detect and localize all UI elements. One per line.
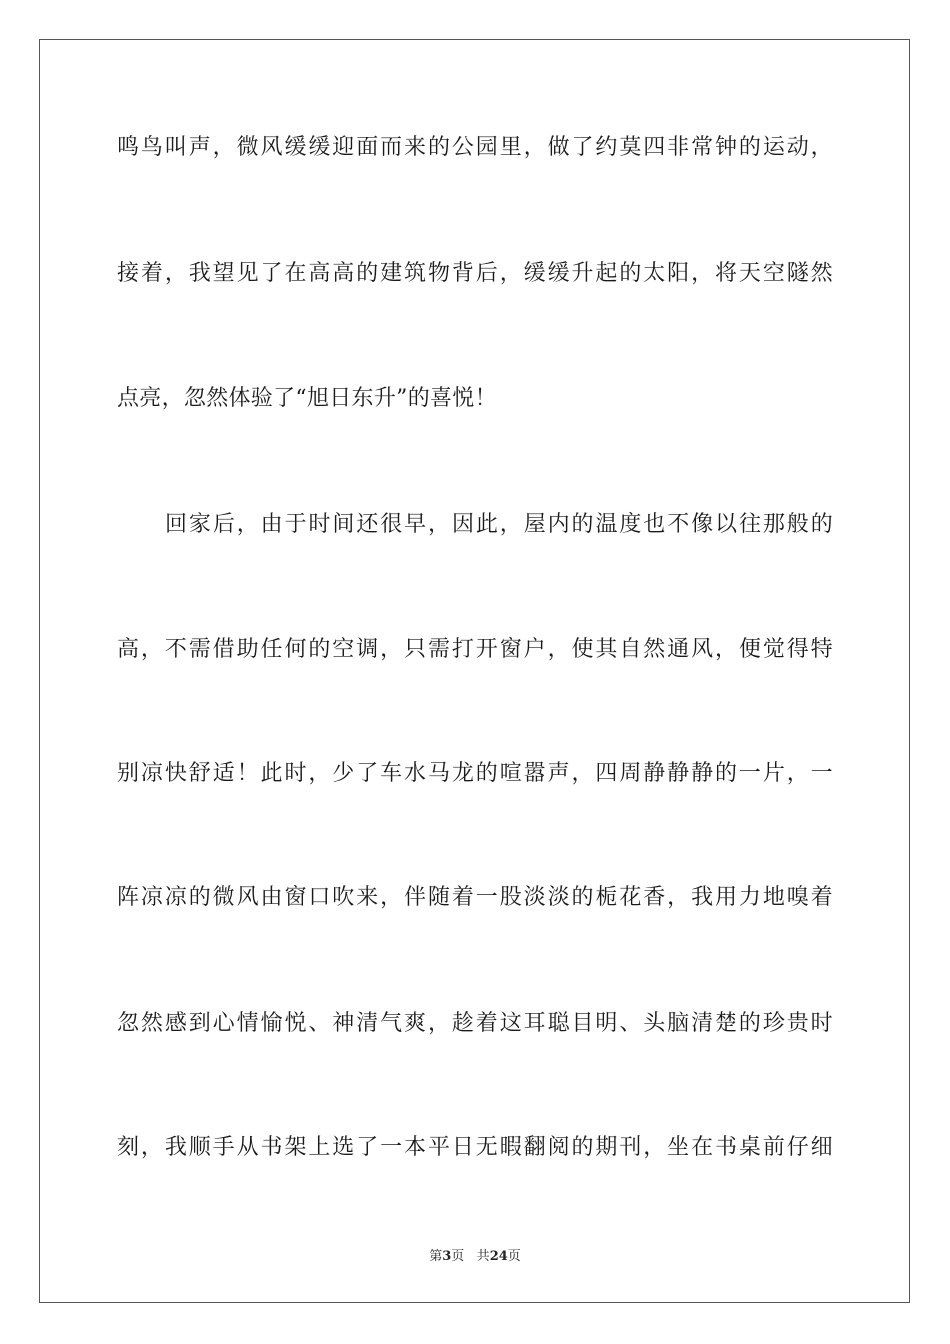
text-line-2: 接着，我望见了在高高的建筑物背后，缓缓升起的太阳，将天空隧然	[117, 261, 833, 286]
text-line-6: 别凉快舒适！此时，少了车水马龙的喧嚣声，四周静静静的一片，一	[117, 761, 833, 786]
text-line-3: 点亮，忽然体验了“旭日东升”的喜悦！	[117, 386, 497, 411]
page-border	[39, 39, 910, 1303]
footer-page-number: 3	[442, 1249, 452, 1264]
text-line-8: 忽然感到心情愉悦、神清气爽，趁着这耳聪目明、头脑清楚的珍贵时	[117, 1011, 833, 1036]
page-footer	[0, 1247, 950, 1267]
text-line-4: 回家后，由于时间还很早，因此，屋内的温度也不像以往那般的	[165, 512, 833, 537]
footer-total-prefix: 共	[476, 1249, 490, 1264]
footer-total-suffix: 页	[507, 1249, 521, 1264]
text-line-5: 高，不需借助任何的空调，只需打开窗户，使其自然通风，便觉得特	[117, 637, 833, 662]
footer-page-suffix: 页	[451, 1249, 465, 1264]
text-line-7: 阵凉凉的微风由窗口吹来，伴随着一股淡淡的栀花香，我用力地嗅着	[117, 885, 833, 910]
text-line-9: 刻，我顺手从书架上选了一本平日无暇翻阅的期刊，坐在书桌前仔细	[117, 1135, 833, 1160]
footer-page-prefix: 第	[429, 1249, 443, 1264]
text-line-1: 鸣鸟叫声，微风缓缓迎面而来的公园里，做了约莫四非常钟的运动，	[117, 135, 833, 160]
footer-total-pages: 24	[489, 1249, 508, 1264]
